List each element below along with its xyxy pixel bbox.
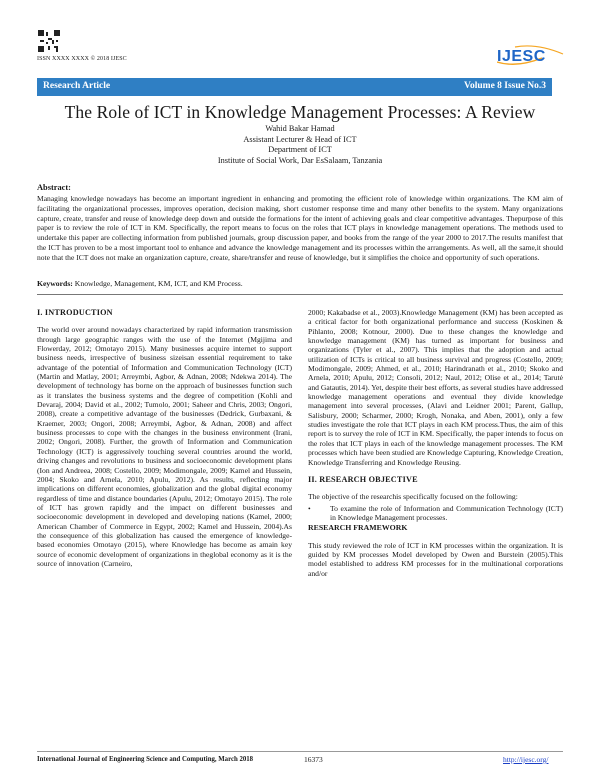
- keywords-text: Knowledge, Management, KM, ICT, and KM Process.: [74, 279, 243, 288]
- volume-issue: Volume 8 Issue No.3: [464, 81, 546, 91]
- paper-title: The Role of ICT in Knowledge Management Processes: A Review: [64, 102, 536, 122]
- abstract-heading: Abstract:: [37, 183, 71, 192]
- footer-divider: [37, 751, 563, 752]
- journal-logo-text: IJESC: [497, 48, 546, 65]
- issn-line: ISSN XXXX XXXX © 2018 IJESC: [37, 56, 127, 62]
- author-department: Department of ICT: [268, 145, 332, 154]
- right-column: [308, 308, 563, 586]
- section-divider: [37, 294, 563, 295]
- bullet-icon: •: [308, 503, 311, 513]
- author-position: Assistant Lecturer & Head of ICT: [243, 134, 357, 144]
- qr-code-icon: [38, 30, 60, 52]
- author-institution: Institute of Social Work, Dar EsSalaam, Tanzania: [217, 155, 383, 165]
- abstract-text: Managing knowledge nowadays has become an important ingredient in enhancing and promoting the efficient role of knowledge within organizations. The KM aim of facilitating the organizational processes, improves operation, decision making, short customer response time and many other benefits to the system. Many organizations capture, create, transfer and reuse of knowledge deep down and outside the formations for the intent of achieving goals and clear competitive advantages. Thepurpose of this paper is to review the role of ICT in KM. Specifically, the report means to focus on the roles that ICT plays in knowledge management operations. The methods used to undertake this paper are collecting information from published journals, group discussion paper, and books from the range of the year 2000 to 2017.The results manifest that the ICT has proven to be a most important tool to enhance and advance the knowledge management and its processes within the arrangements. As well, all the same,it should note that the ICT does not make an organization capture, create, share/transfer and reuse of knowledge, but it simplifies the choice and opportunity of such operations.: [37, 194, 563, 262]
- journal-url-link[interactable]: http://ijesc.org/: [503, 755, 549, 764]
- keywords-label: Keywords:: [37, 279, 73, 288]
- article-type: Research Article: [43, 81, 111, 91]
- footer-journal: International Journal of Engineering Science and Computing, March 2018: [37, 756, 254, 763]
- author-name: Wahid Bakar Hamad: [265, 124, 335, 133]
- research-objective-heading: II. RESEARCH OBJECTIVE: [308, 474, 418, 484]
- introduction-continued-paragraph: 2000; Kakabadse et al., 2003).Knowledge Management (KM) has been accepted as a critical factor for both organizational performance and success (Koskinen & Pihlanto, 2008; Kotnour, 2000). Due to these changes the knowledge and knowledge management (KM) has turned as important for business and organizations (Tyler et al., 2007). This implies that the adoption and actual utilization of ICTs is critical to all business survival and progress (Costello, 2009; Modimongale, 2009; Ahmed, et al., 2010; Harindranath et al., 2010; Skoko and Arnela, 2010; Apulu, 2012; Consoli, 2012; Naul, 2012; Olise et al., 2014; Tarutė and Gatautis, 2014). Yet, despite their best efforts, as several studies have addressed knowledge management operations and eventual they divide knowledge management into several processes, (Alavi and Leidner 2001; Parent, Gallup, Salisbury, 2000; Scharmer, 2000; Krogh, Nonaka, and Aben, 2001), only a few studies investigate the role that ICT plays in each KM process.Thus, the aim of this report is to survey the role of ICT in KM. Specifically, the paper intends to focus on the roles that ICT plays in each of the knowledge management processes. The KM processes which have been studied are Knowledge Capturing, Knowledge Creation, Knowledge Transferring and Knowledge Reusing.: [308, 308, 563, 467]
- author-block: [0, 124, 600, 166]
- objective-paragraph: The objective of the researchis specifically focused on the following:: [308, 492, 518, 502]
- article-banner: [37, 78, 552, 96]
- framework-paragraph: This study reviewed the role of ICT in KM processes within the organization. It is guided by KM processes Model developed by Owen and Burstein (2005).This model established to address KM processes for in the multinational corporations and/or: [308, 540, 563, 578]
- objective-bullet-text: To examine the role of Information and Communication Technology (ICT) in Knowledge Management processes.: [330, 503, 563, 522]
- left-column: [37, 308, 292, 576]
- introduction-heading: I. INTRODUCTION: [37, 308, 113, 317]
- page-number: 16373: [304, 755, 323, 764]
- introduction-paragraph: The world over around nowadays characterized by rapid information transmission through large geographic ranges with the use of the Internet (Mgijima and Flowerday, 2012; Omotayo 2015). Many businesses acquire internet to support business needs, irrespective of business sizeisan essential requirement to take advantage of the potential of Information and Communication Technology (ICT) (Martin and Matlay, 2001; Arreymbi, Agbor, & Adnan, 2008; Ndekwa 2014). The development of technology has borne on the approach of businesses function such as it translates the business systems and the degree of competition (Kohli and Devaraj, 2004; David et al., 2002; Tumolo, 2001; Saheer and Chris, 2003; Ongori, 2008), create a competitive advantage of the businesses (Dedrick, Gurbaxani, & Kraemer, 2003; Ongori, 2008; Arreymbi, Agbor, & Adnan, 2008) and affect business processes to cope with the changes in the business environment (Irani, 2002; Ongori, 2008). Further, the growth of Information and Communication Technology (ICT) is aggressively touching several countries around the world, driving changes and revolutions to business and socioeconomic development plans (Ion and Andreea, 2008; Costello, 2009; Modimongale, 2009; Kamel and Hussein, 2004; Skoko and Arnela, 2010; Apulu, 2012). As results, reflecting major implications on different economies, globalization and the global digital economy regardless of time and distance boundaries (Apulu, 2012; Omotayo 2015). The role of ICT has grown rapidly and the impact on different businesses and socioeconomic development in developed and developing nations (Kamel, 2000; American Chamber of Commerce in Egypt, 2002; Kamel and Hussein, 2004).As the consequence of this globalization has caused the emergence of knowledge-based economies Omotayo (2015), where Knowledge has become as amain key source of economic development of organizations in theglobal economy as it is the source of innovation (Carneiro,: [37, 325, 292, 568]
- objective-bullet: [308, 504, 563, 523]
- keywords-line: [37, 279, 563, 288]
- research-framework-heading: RESEARCH FRAMEWORK: [308, 523, 408, 533]
